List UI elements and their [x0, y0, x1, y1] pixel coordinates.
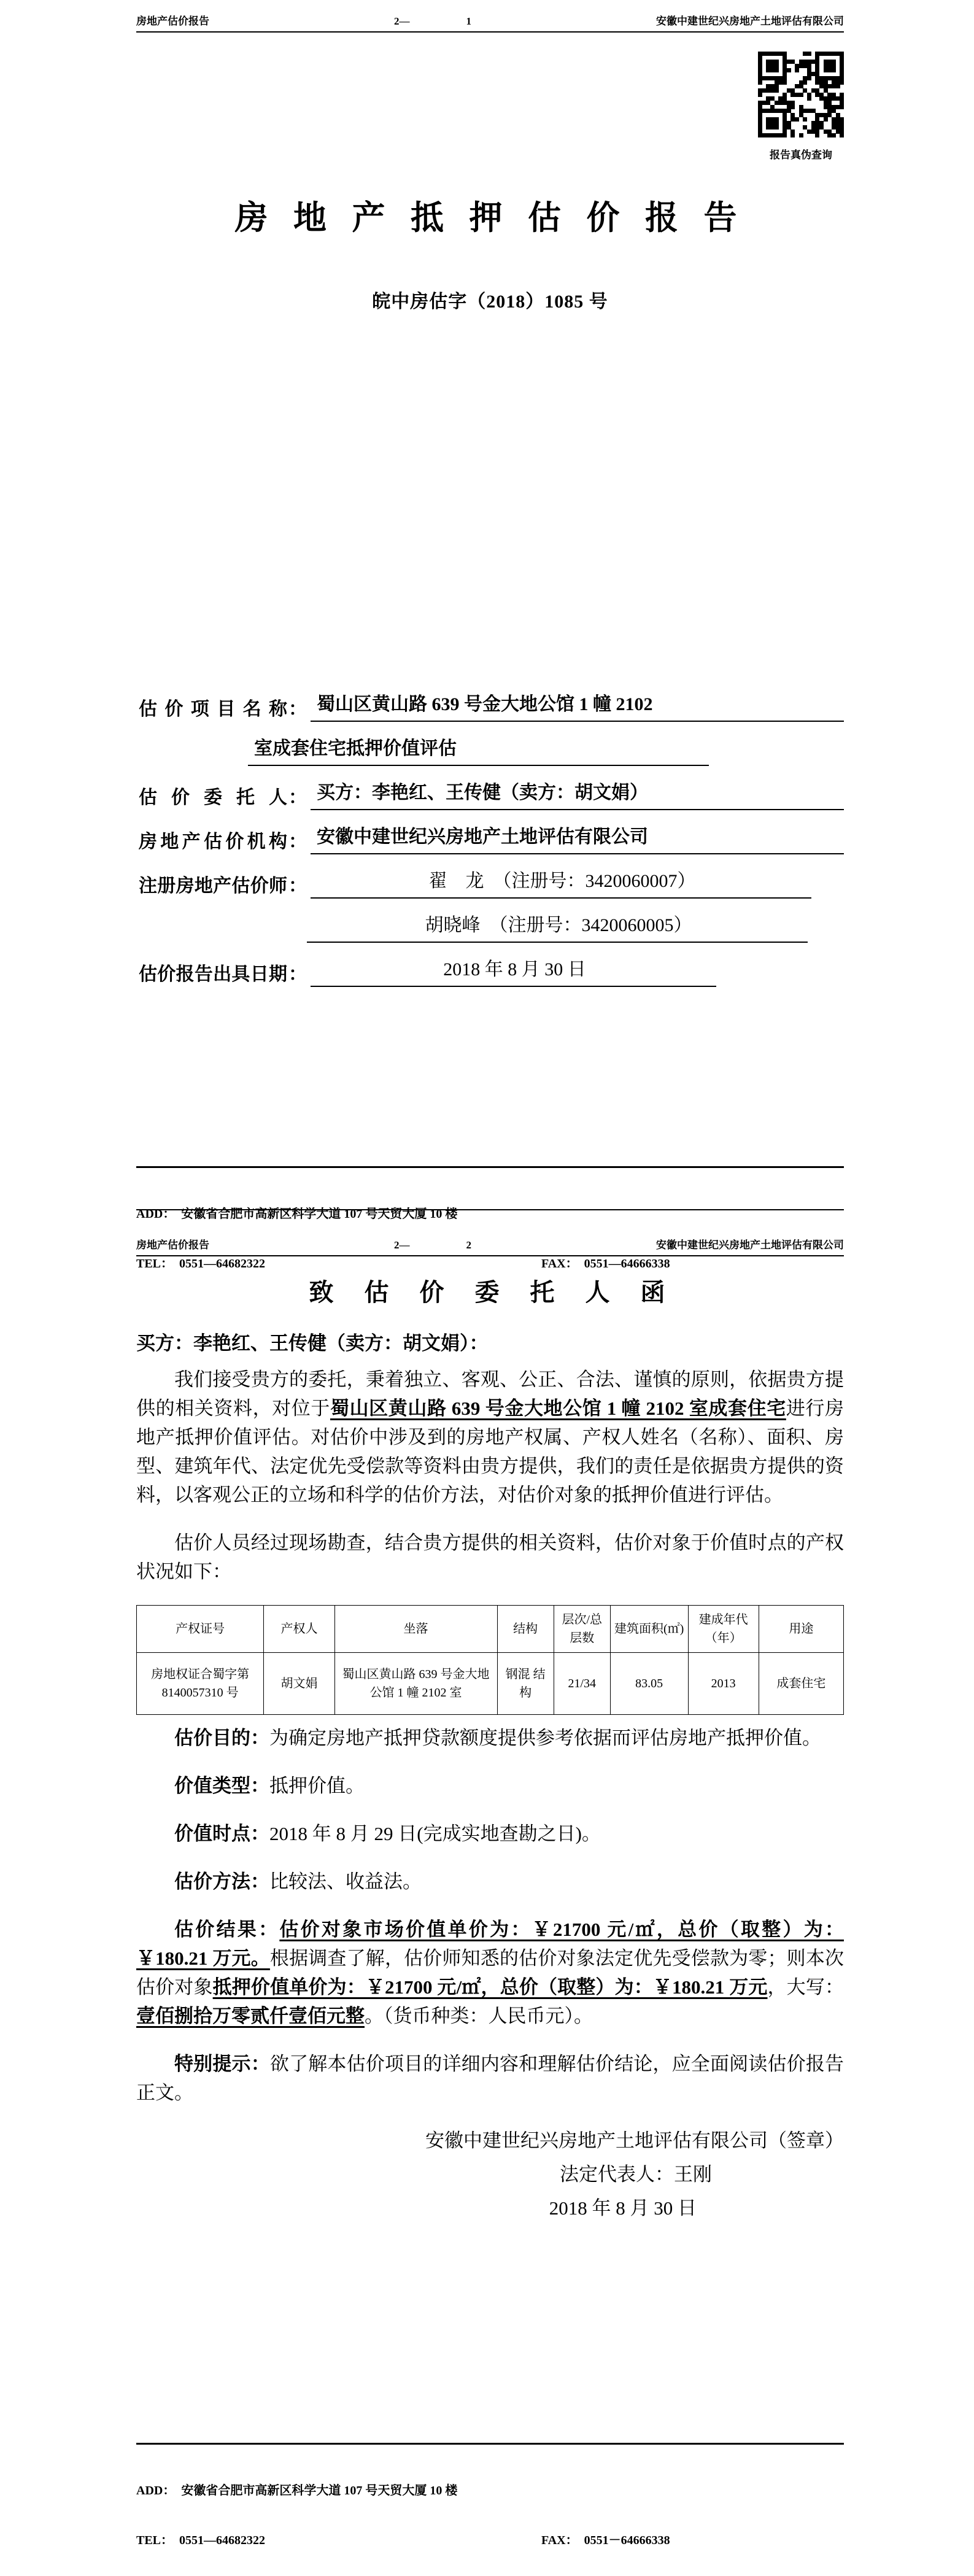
- page-indicator: [394, 15, 471, 28]
- client-label: 估 价 委 托 人: [139, 787, 287, 808]
- cell-structure: 钢混 结构: [497, 1653, 554, 1715]
- appraiser-1-value: 翟 龙 （注册号：3420060007）: [311, 869, 811, 899]
- signature-date: 2018 年 8 月 30 日: [549, 2197, 697, 2219]
- result-market-value: 估价对象市场价值单价为：￥21700 元/㎡，总价（取整）为：￥180.21 万元。: [136, 1919, 844, 1969]
- page-indicator-total: 2—: [394, 1239, 410, 1251]
- property-rights-table: [136, 1605, 844, 1715]
- page-indicator-number: 2: [466, 1239, 471, 1251]
- page-break-rule: [136, 1209, 844, 1210]
- table-header-row: [137, 1606, 844, 1653]
- field-colon: ：: [288, 832, 307, 852]
- survey-paragraph: 估价人员经过现场勘查，结合贵方提供的相关资料，估价对象于价值时点的产权状况如下：: [136, 1532, 844, 1582]
- intro-segment: 进行房地产抵押价值评估。对估价中涉及到的房地产权属、产权人姓名（名称）、面积、房型、建筑年代、法定优先受偿款等资料由贵方提供，我们的责任是依据贵方提供的资料，以客观公正的立场和科学的估价方法，对估价对象的抵押价值进行评估。: [136, 1398, 845, 1506]
- header-company-name: 安徽中建世纪兴房地产土地评估有限公司: [656, 15, 844, 27]
- form-row-agency: [139, 825, 844, 854]
- item-label: 估价方法：: [174, 1871, 269, 1892]
- appraisal-result-paragraph: [136, 1915, 844, 2030]
- result-mortgage-value: 抵押价值单价为：￥21700 元/㎡，总价（取整）为：￥180.21 万元: [212, 1976, 768, 1998]
- table-row: [137, 1653, 844, 1715]
- field-colon: ：: [288, 876, 307, 896]
- header-company-name: 安徽中建世纪兴房地产土地评估有限公司: [656, 1239, 844, 1251]
- cell-owner: 胡文娟: [264, 1653, 334, 1715]
- col-header-owner: 产权人: [264, 1606, 334, 1653]
- item-text: 为确定房地产抵押贷款额度提供参考依据而评估房地产抵押价值。: [269, 1727, 821, 1749]
- result-label: 估价结果：: [174, 1919, 280, 1940]
- form-row-project-cont: [139, 737, 844, 766]
- intro-segment: 我们接受贵方的委托，秉着独立、客观、公正、合法、谨慎的原则，依据贵方提供的相关资料，对位于: [136, 1369, 844, 1419]
- cell-location: 蜀山区黄山路 639 号金大地公馆 1 幢 2102 室: [334, 1653, 497, 1715]
- cell-year: 2013: [688, 1653, 759, 1715]
- client-value: 买方：李艳红、王传健（卖方：胡文娟）: [311, 781, 844, 810]
- report-number: 皖中房估字（2018）1085 号: [372, 292, 608, 312]
- form-row-issue-date: [139, 957, 844, 987]
- cover-form: [139, 692, 844, 1002]
- agency-label: 房地产估价机构: [139, 832, 287, 852]
- field-colon: ：: [288, 787, 307, 808]
- page-indicator-total: 2—: [394, 15, 410, 27]
- col-header-location: 坐落: [334, 1606, 497, 1653]
- footer-fax: FAX： 0551—64666338: [541, 1257, 670, 1271]
- footer-address: ADD： 安徽省合肥市高新区科学大道 107 号天贸大厦 10 楼: [136, 1207, 458, 1221]
- field-colon: ：: [288, 699, 307, 719]
- item-label: 价值时点：: [174, 1823, 269, 1844]
- special-notice-paragraph: [136, 2049, 844, 2107]
- item-label: 估价目的：: [174, 1727, 269, 1749]
- cell-area: 83.05: [610, 1653, 688, 1715]
- cell-floor: 21/34: [554, 1653, 610, 1715]
- subject-property-text: 蜀山区黄山路 639 号金大地公馆 1 幢 2102 室成套住宅: [330, 1398, 786, 1419]
- col-header-structure: 结构: [497, 1606, 554, 1653]
- col-header-year: 建成年代（年）: [688, 1606, 759, 1653]
- letter-title: 致 估 价 委 托 人 函: [309, 1278, 671, 1306]
- project-name-value-line1: 蜀山区黄山路 639 号金大地公馆 1 幢 2102: [311, 692, 844, 722]
- intro-paragraph: [136, 1365, 844, 1509]
- field-colon: ：: [288, 964, 307, 984]
- col-header-area: 建筑面积(㎡): [610, 1606, 688, 1653]
- appraiser-label: 注册房地产估价师: [139, 876, 287, 896]
- appraiser-2-value: 胡晓峰 （注册号：3420060005）: [307, 913, 808, 943]
- item-purpose: [136, 1723, 844, 1752]
- report-title: 房 地 产 抵 押 估 价 报 告: [234, 199, 746, 236]
- form-row-appraiser-2: [139, 913, 844, 943]
- col-header-cert-no: 产权证号: [137, 1606, 264, 1653]
- form-row-appraiser-1: [139, 869, 844, 899]
- addressee-line: 买方：李艳红、王传健（卖方：胡文娟）：: [136, 1332, 489, 1354]
- letter-body: [136, 1273, 844, 2222]
- page-header: [136, 1236, 844, 1256]
- notice-text: 欲了解本估价项目的详细内容和理解估价结论，应全面阅读估价报告正文。: [136, 2053, 845, 2103]
- issue-date-value: 2018 年 8 月 30 日: [311, 957, 716, 987]
- page-footer: [136, 2443, 844, 2576]
- col-header-use: 用途: [759, 1606, 843, 1653]
- header-doc-title: 房地产估价报告: [136, 1239, 209, 1251]
- result-amount-in-words: 壹佰捌拾万零贰仟壹佰元整: [136, 2005, 365, 2027]
- report-page-1: [0, 0, 974, 1271]
- result-segment: 根据调查了解，估价师知悉的估价对象法定优先受偿款为零；则本次估价对象: [136, 1947, 845, 1998]
- result-segment: 。（货币种类：人民币元）。: [365, 2005, 593, 2027]
- page-indicator: [394, 1239, 471, 1251]
- result-segment: ，大写：: [767, 1976, 844, 1998]
- notice-label: 特别提示：: [174, 2053, 270, 2075]
- item-text: 2018 年 8 月 29 日(完成实地查勘之日)。: [269, 1823, 601, 1844]
- header-doc-title: 房地产估价报告: [136, 15, 209, 27]
- appraisal-items: [136, 1723, 844, 2107]
- footer-fax: FAX： 0551－64666338: [541, 2534, 670, 2547]
- item-value-type: [136, 1771, 844, 1800]
- signature-legal-rep: 法定代表人：王刚: [560, 2164, 712, 2185]
- page-header: [136, 12, 844, 33]
- footer-tel: TEL： 0551—64682322: [136, 1257, 266, 1271]
- col-header-floor: 层次/总层数: [554, 1606, 610, 1653]
- item-method: [136, 1867, 844, 1896]
- form-row-client: [139, 781, 844, 810]
- footer-tel: TEL： 0551—64682322: [136, 2534, 266, 2547]
- signature-company: 安徽中建世纪兴房地产土地评估有限公司（签章）: [425, 2130, 844, 2151]
- agency-value: 安徽中建世纪兴房地产土地评估有限公司: [311, 825, 844, 854]
- item-text: 抵押价值。: [269, 1775, 365, 1797]
- issue-date-label: 估价报告出具日期: [139, 964, 287, 984]
- footer-address: ADD： 安徽省合肥市高新区科学大道 107 号天贸大厦 10 楼: [136, 2484, 458, 2497]
- qr-code: [758, 52, 844, 137]
- item-label: 价值类型：: [174, 1775, 269, 1797]
- page-indicator-number: 1: [466, 15, 471, 27]
- item-text: 比较法、收益法。: [269, 1871, 422, 1892]
- form-row-project: [139, 692, 844, 722]
- project-name-value-line2: 室成套住宅抵押价值评估: [248, 737, 709, 766]
- qr-caption: 报告真伪查询: [770, 149, 832, 161]
- footer-contacts: [136, 2530, 844, 2548]
- report-page-2: [0, 1214, 974, 2547]
- project-name-label: 估 价 项 目 名 称: [139, 699, 287, 719]
- cell-use: 成套住宅: [759, 1653, 843, 1715]
- cell-cert-no: 房地权证合蜀字第 8140057310 号: [137, 1653, 264, 1715]
- item-value-time: [136, 1819, 844, 1848]
